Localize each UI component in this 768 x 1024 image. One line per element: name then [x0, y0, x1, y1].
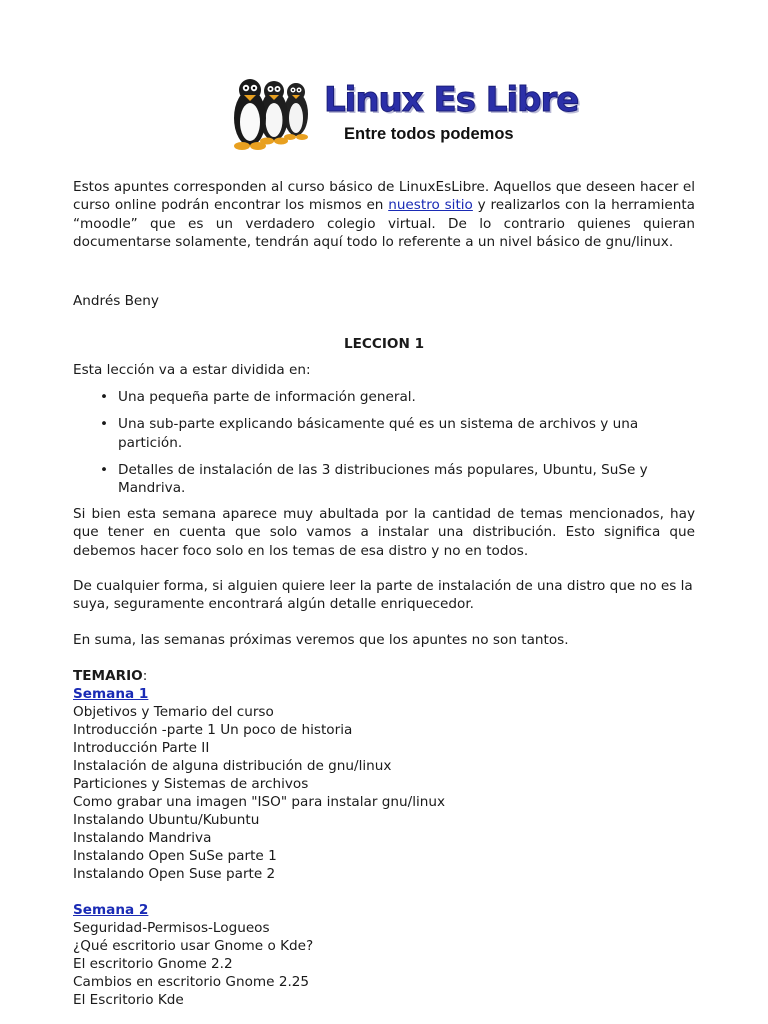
week-1-topics	[73, 703, 695, 883]
logo-subtitle: Entre todos podemos	[344, 125, 514, 143]
semana-2-link[interactable]: Semana 2	[73, 902, 149, 918]
bullet-text: Una sub-parte explicando básicamente qué es un sistema de archivos y una partición.	[118, 416, 639, 451]
topic-item: Cambios en escritorio Gnome 2.25	[73, 974, 310, 990]
topic-item: ¿Qué escritorio usar Gnome o Kde?	[73, 938, 314, 954]
intro-text-start: Estos apuntes corresponden al curso básico de LinuxEsLibre. Aquellos que deseen hacer el curso online podrán encontrar los mismos en	[73, 179, 695, 214]
topic-item: El escritorio Gnome 2.2	[73, 956, 233, 972]
week-1-section	[73, 685, 148, 703]
paragraph-2: Si bien esta semana aparece muy abultada por la cantidad de temas mencionados, hay que tener en cuenta que solo vamos a instalar una distribución. Esto significa que debemos hacer foco solo en los temas de esa distro y no en todos.	[73, 506, 695, 559]
topic-item: El Escritorio Kde	[73, 992, 184, 1008]
topic-item: Instalando Ubuntu/Kubuntu	[73, 812, 260, 828]
nuestro-sitio-link[interactable]: nuestro sitio	[388, 197, 473, 214]
lesson-title: LECCION 1	[343, 336, 425, 352]
topic-item: Objetivos y Temario del curso	[73, 704, 274, 720]
linux-es-libre-logo	[230, 74, 579, 154]
topic-item: Como grabar una imagen "ISO" para instalar gnu/linux	[73, 794, 446, 810]
topic-item: Instalación de alguna distribución de gnu/linux	[73, 758, 392, 774]
lesson-bullet-list	[73, 388, 695, 497]
intro-paragraph	[73, 178, 695, 251]
bullet-icon: •	[100, 416, 109, 433]
temario-heading	[73, 667, 147, 685]
topic-item: Seguridad-Permisos-Logueos	[73, 920, 270, 936]
bullet-text: Una pequeña parte de información general.	[118, 389, 416, 405]
bullet-icon: •	[100, 461, 109, 478]
topic-item: Instalando Open SuSe parte 1	[73, 848, 277, 864]
topic-item: Instalando Open Suse parte 2	[73, 866, 276, 882]
week-2-section	[73, 901, 148, 919]
bullet-icon: •	[100, 389, 109, 405]
bullet-item	[73, 461, 658, 498]
temario-colon: :	[142, 668, 148, 684]
lesson-intro: Esta lección va a estar dividida en:	[73, 362, 311, 378]
bullet-text: Detalles de instalación de las 3 distribuciones más populares, Ubuntu, SuSe y Mandriva.	[118, 461, 648, 497]
topic-item: Introducción -parte 1 Un poco de historia	[73, 722, 353, 738]
paragraph-4: En suma, las semanas próximas veremos que los apuntes no son tantos.	[73, 632, 569, 648]
penguins-icon	[230, 74, 330, 154]
topic-item: Instalando Mandriva	[73, 830, 212, 846]
logo-title: Linux Es Libre	[324, 80, 579, 120]
topic-item: Particiones y Sistemas de archivos	[73, 776, 309, 792]
bullet-item	[73, 388, 658, 406]
temario-label: TEMARIO	[73, 668, 143, 684]
intro-text-end: y realizarlos con la herramienta “moodle” que es un verdadero colegio virtual. De lo contrario quienes quieran documentarse solamente, tendrán aquí todo lo referente a un nivel básico de gnu/linux.	[73, 197, 695, 250]
author-name: Andrés Beny	[73, 293, 159, 309]
paragraph-3: De cualquier forma, si alguien quiere leer la parte de instalación de una distro que no es la suya, seguramente encontrará algún detalle enriquecedor.	[73, 578, 693, 613]
semana-1-link[interactable]: Semana 1	[73, 686, 149, 702]
topic-item: Introducción Parte II	[73, 740, 210, 756]
week-2-topics	[73, 919, 695, 1009]
bullet-item	[73, 415, 658, 452]
